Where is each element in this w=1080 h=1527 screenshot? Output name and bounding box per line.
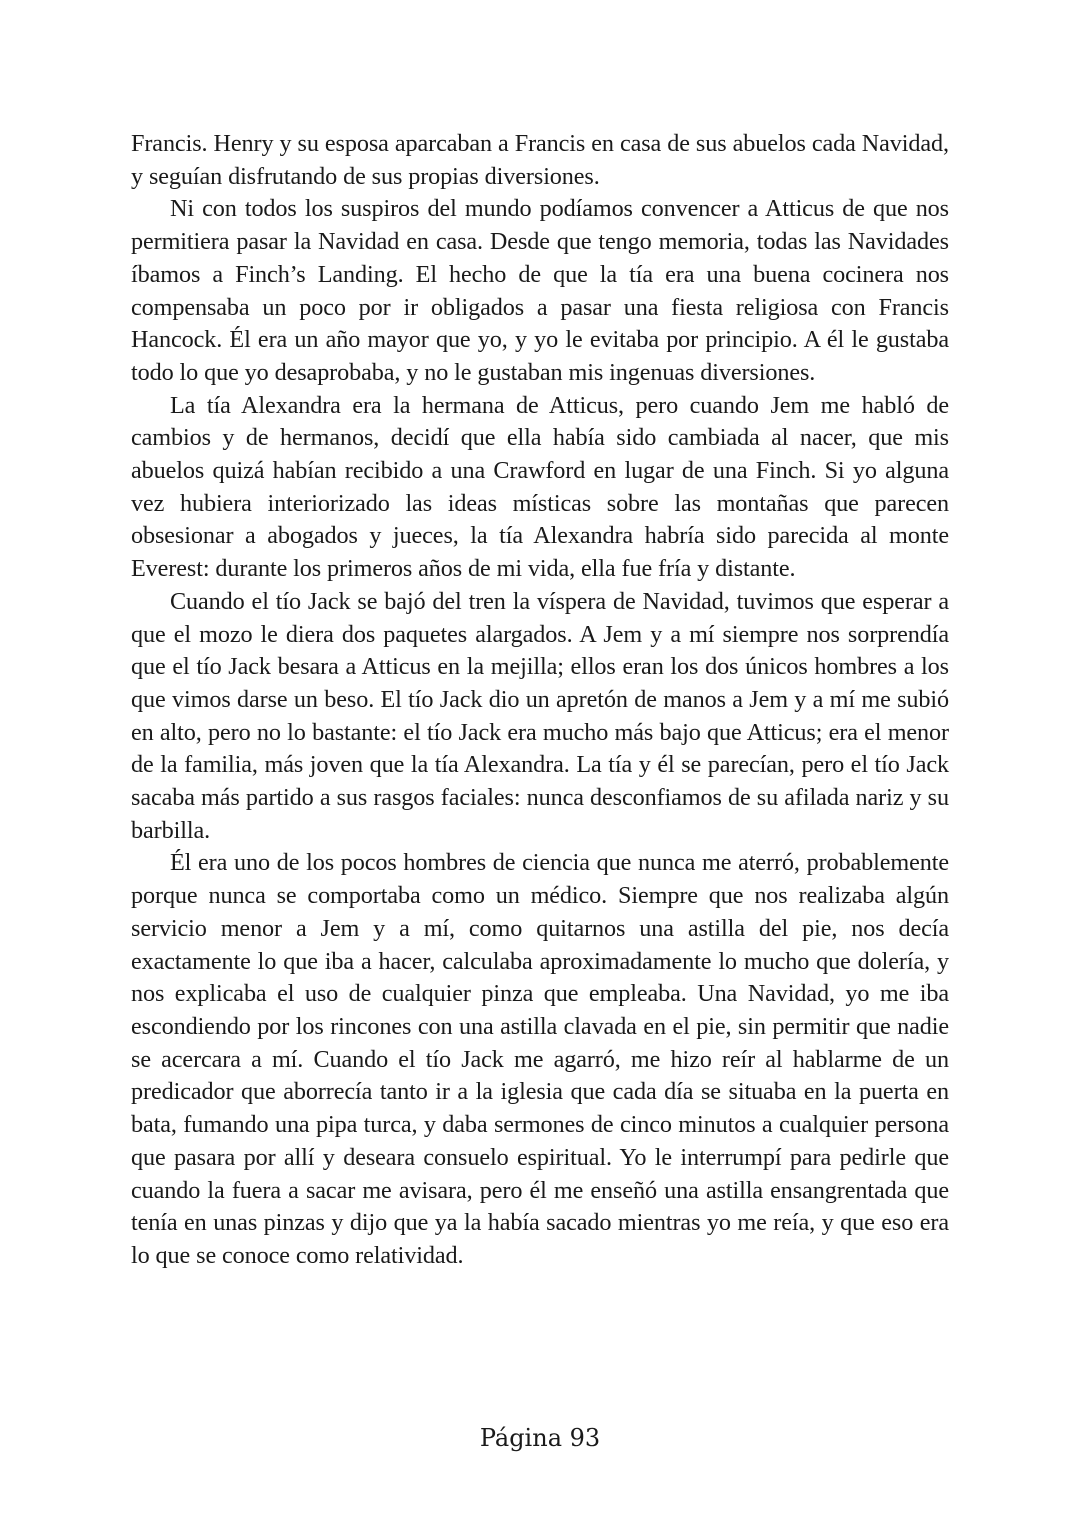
- paragraph-3: La tía Alexandra era la hermana de Atticus, pero cuando Jem me habló de cambios y de hermanos, decidí que ella había sido cambiada al nacer, que mis abuelos quizá habían recibido a una Crawford en lugar de una Finch. Si yo alguna vez hubiera interiorizado las ideas místicas sobre las montañas que parecen obsesionar a abogados y jueces, la tía Alexandra habría sido parecida al monte Everest: durante los primeros años de mi vida, ella fue fría y distante.: [131, 391, 949, 583]
- paragraph-5: Él era uno de los pocos hombres de ciencia que nunca me aterró, probablemente porque nunca se comportaba como un médico. Siempre que nos realizaba algún servicio menor a Jem y a mí, como quitarnos una astilla del pie, nos decía exactamente lo que iba a hacer, calculaba aproximadamente lo mucho que dolería, y nos explicaba el uso de cualquier pinza que empleaba. Una Navidad, yo me iba escondiendo por los rincones con una astilla clavada en el pie, sin permitir que nadie se acercara a mí. Cuando el tío Jack me agarró, me hizo reír al hablarme de un predicador que aborrecía tanto ir a la iglesia que cada día se situaba en la puerta en bata, fumando una pipa turca, y daba sermones de cinco minutos a cualquier persona que pasara por allí y deseara consuelo espiritual. Yo le interrumpí para pedirle que cuando la fuera a sacar me avisara, pero él me enseñó una astilla ensangrentada que tenía en unas pinzas y dijo que ya la había sacado mientras yo me reía, y que eso era lo que se conoce como relatividad.: [131, 849, 949, 1269]
- paragraph-1: Francis. Henry y su esposa aparcaban a Francis en casa de sus abuelos cada Navidad, y seguían disfrutando de sus propias diversiones.: [131, 130, 949, 190]
- page-number: Página 93: [479, 1424, 601, 1452]
- paragraph-2: Ni con todos los suspiros del mundo podíamos convencer a Atticus de que nos permitiera pasar la Navidad en casa. Desde que tengo memoria, todas las Navidades íbamos a Finch’s Landing. El hecho de que la tía era una buena cocinera nos compensaba un poco por ir obligados a pasar una fiesta religiosa con Francis Hancock. Él era un año mayor que yo, y yo le evitaba por principio. A él le gustaba todo lo que yo desaprobaba, y no le gustaban mis ingenuas diversiones.: [131, 195, 949, 386]
- paragraph-4: Cuando el tío Jack se bajó del tren la víspera de Navidad, tuvimos que esperar a que el mozo le diera dos paquetes alargados. A Jem y a mí siempre nos sorprendía que el tío Jack besara a Atticus en la mejilla; ellos eran los dos únicos hombres a los que vimos darse un beso. El tío Jack dio un apretón de manos a Jem y a mí me subió en alto, pero no lo bastante: el tío Jack era mucho más bajo que Atticus; era el menor de la familia, más joven que la tía Alexandra. La tía y él se parecían, pero el tío Jack sacaba más partido a sus rasgos faciales: nunca desconfiamos de su afilada nariz y su barbilla.: [131, 587, 949, 844]
- page-body-text: [131, 128, 949, 1273]
